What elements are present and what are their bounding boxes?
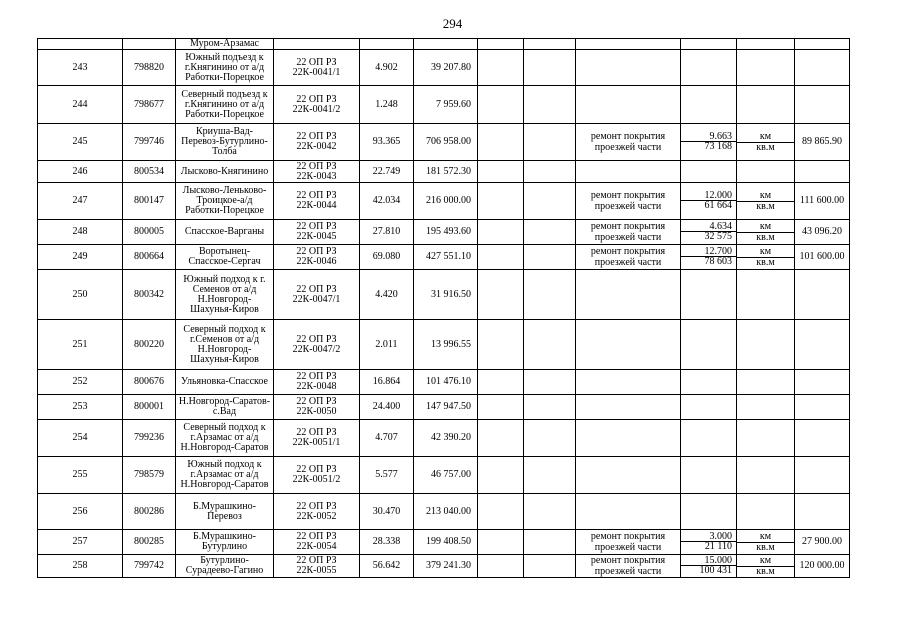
cell-code: 22 ОП РЗ 22К-0048 [274,370,360,395]
cell-sum: 111 600.00 [795,183,850,220]
cell-cost: 46 757.00 [414,457,478,494]
cell-qty [681,86,737,124]
cell-len: 24.400 [360,395,414,420]
cell-name: Лысково-Княгинино [176,161,274,183]
cell-empty [524,530,576,555]
cell-cost: 101 476.10 [414,370,478,395]
cell-n: 244 [38,86,123,124]
cell-n: 256 [38,494,123,530]
cell-name: Южный подход к г.Арзамас от а/д Н.Новгород-Саратов [176,457,274,494]
cell-work: ремонт покрытия проезжей части [576,124,681,161]
cell-work [576,270,681,320]
cell-empty [524,370,576,395]
table-row [38,220,850,245]
cell-sum [795,86,850,124]
qty-km: 3.000 [681,532,736,542]
cell-empty [478,86,524,124]
cell-cost: 13 996.55 [414,320,478,370]
cell-empty [478,320,524,370]
cell-id: 798579 [123,457,176,494]
cell-cost: 379 241.30 [414,555,478,578]
cell-id: 799236 [123,420,176,457]
cell-unit [737,161,795,183]
cell-sum [795,494,850,530]
cell-unit [737,370,795,395]
table-row [38,124,850,161]
qty-km: 15.000 [681,556,736,566]
cell-qty [681,39,737,50]
qty-sqm: 21 110 [704,541,732,552]
cell-empty [524,220,576,245]
qty-sqm: 73 168 [704,141,732,152]
continuation-row [38,39,850,50]
cell-code: 22 ОП РЗ 22К-0051/2 [274,457,360,494]
cell-cost: 195 493.60 [414,220,478,245]
cell-unit [737,183,795,220]
cell-n: 246 [38,161,123,183]
cell-sum [795,50,850,86]
cell-code: 22 ОП РЗ 22К-0041/1 [274,50,360,86]
cell-qty [681,183,737,220]
cell-work [576,86,681,124]
cell-qty [681,457,737,494]
cell-n: 254 [38,420,123,457]
cell-empty [524,124,576,161]
cell-work: ремонт покрытия проезжей части [576,530,681,555]
cell-code: 22 ОП РЗ 22К-0044 [274,183,360,220]
cell-sum [795,370,850,395]
cell-qty [681,50,737,86]
cell-n: 245 [38,124,123,161]
cell-empty [478,370,524,395]
cell-cost: 199 408.50 [414,530,478,555]
qty-km: 12.000 [681,191,736,201]
cell-code: 22 ОП РЗ 22К-0051/1 [274,420,360,457]
table-row [38,161,850,183]
cell-n: 257 [38,530,123,555]
cell-cost: 7 959.60 [414,86,478,124]
cell-n: 248 [38,220,123,245]
cell-id: 800285 [123,530,176,555]
cell-qty [681,220,737,245]
cell-work [576,420,681,457]
cell-work [576,395,681,420]
table-row [38,494,850,530]
cell-name: Северный подход к г.Арзамас от а/д Н.Новгород-Саратов [176,420,274,457]
cell-name: Бутурлино-Сурадеево-Гагино [176,555,274,578]
cell-id: 798820 [123,50,176,86]
cell-len: 5.577 [360,457,414,494]
cell-len: 4.902 [360,50,414,86]
cell-empty [524,183,576,220]
cell-id: 800220 [123,320,176,370]
cell-cost: 39 207.80 [414,50,478,86]
cell-n: 250 [38,270,123,320]
cell-sum: 89 865.90 [795,124,850,161]
qty-km: 9.663 [681,132,736,142]
cell-n: 243 [38,50,123,86]
cell-len: 69.080 [360,245,414,270]
cell-unit [737,395,795,420]
cell-id: 798677 [123,86,176,124]
qty-km: 4.634 [681,222,736,232]
cell-name: Южный подъезд к г.Княгинино от а/д Работки-Порецкое [176,50,274,86]
cell-unit [737,555,795,578]
cell-cost [414,39,478,50]
cell-len: 27.810 [360,220,414,245]
table-body [38,39,850,578]
cell-n: 251 [38,320,123,370]
cell-empty [524,555,576,578]
cell-unit [737,320,795,370]
cell-code: 22 ОП РЗ 22К-0055 [274,555,360,578]
cell-len: 42.034 [360,183,414,220]
cell-empty [478,420,524,457]
cell-sum [795,270,850,320]
cell-code: 22 ОП РЗ 22К-0045 [274,220,360,245]
cell-empty [524,494,576,530]
cell-name: Криуша-Вад-Перевоз-Бутурлино-Толба [176,124,274,161]
cell-cost: 42 390.20 [414,420,478,457]
cell-unit [737,457,795,494]
cell-name: Н.Новгород-Саратов-с.Вад [176,395,274,420]
cell-len [360,39,414,50]
cell-sum: 101 600.00 [795,245,850,270]
cell-cost: 31 916.50 [414,270,478,320]
cell-work: ремонт покрытия проезжей части [576,183,681,220]
cell-qty [681,555,737,578]
cell-empty [524,420,576,457]
table-row [38,183,850,220]
cell-qty [681,245,737,270]
cell-qty [681,420,737,457]
cell-work [576,39,681,50]
cell-sum [795,320,850,370]
cell-len: 4.707 [360,420,414,457]
cell-n: 252 [38,370,123,395]
cell-empty [524,395,576,420]
cell-unit [737,530,795,555]
cell-sum [795,457,850,494]
cell-sum [795,161,850,183]
cell-name: Северный подъезд к г.Княгинино от а/д Работки-Порецкое [176,86,274,124]
cell-code: 22 ОП РЗ 22К-0052 [274,494,360,530]
cell-cost: 706 958.00 [414,124,478,161]
page-number: 294 [442,16,463,31]
cell-unit [737,50,795,86]
cell-unit [737,220,795,245]
cell-code: 22 ОП РЗ 22К-0046 [274,245,360,270]
cell-empty [478,494,524,530]
cell-code: 22 ОП РЗ 22К-0043 [274,161,360,183]
cell-empty [478,50,524,86]
cell-work [576,50,681,86]
cell-qty [681,395,737,420]
cell-qty [681,494,737,530]
cell-empty [478,39,524,50]
cell-work [576,161,681,183]
cell-work [576,320,681,370]
cell-code: 22 ОП РЗ 22К-0047/2 [274,320,360,370]
cell-qty [681,124,737,161]
cell-id: 800005 [123,220,176,245]
cell-qty [681,161,737,183]
cell-name: Северный подход к г.Семенов от а/д Н.Новгород-Шахунья-Киров [176,320,274,370]
cell-work [576,457,681,494]
unit-km: км [737,132,794,143]
cell-code [274,39,360,50]
cell-id: 799746 [123,124,176,161]
qty-km: 12.700 [681,247,736,257]
qty-sqm: 61 664 [704,200,732,211]
cell-id: 800534 [123,161,176,183]
cell-empty [478,220,524,245]
cell-unit [737,86,795,124]
table-row [38,395,850,420]
unit-sqm: кв.м [756,256,775,268]
cell-id: 800286 [123,494,176,530]
cell-id: 800664 [123,245,176,270]
cell-len: 4.420 [360,270,414,320]
cell-qty [681,530,737,555]
cell-unit [737,245,795,270]
cell-work [576,494,681,530]
cell-empty [478,530,524,555]
cell-name: Спасское-Варганы [176,220,274,245]
cell-n: 253 [38,395,123,420]
cell-id: 800147 [123,183,176,220]
cell-n: 255 [38,457,123,494]
cell-id: 800342 [123,270,176,320]
cell-empty [524,457,576,494]
cell-empty [524,50,576,86]
unit-km: км [737,532,794,543]
cell-len: 1.248 [360,86,414,124]
cell-cost: 181 572.30 [414,161,478,183]
cell-sum: 43 096.20 [795,220,850,245]
cell-sum [795,39,850,50]
cell-len: 22.749 [360,161,414,183]
cell-name: Ульяновка-Спасское [176,370,274,395]
cell-qty [681,320,737,370]
cell-unit [737,39,795,50]
cell-n: 247 [38,183,123,220]
cell-empty [478,161,524,183]
cell-empty [524,39,576,50]
cell-code: 22 ОП РЗ 22К-0041/2 [274,86,360,124]
cell-unit [737,270,795,320]
cell-empty [478,457,524,494]
cell-empty [524,270,576,320]
table-row [38,530,850,555]
table-row [38,420,850,457]
cell-qty [681,370,737,395]
cell-work: ремонт покрытия проезжей части [576,555,681,578]
roads-table [37,38,850,578]
cell-name: Б.Мурашкино-Перевоз [176,494,274,530]
cell-len: 16.864 [360,370,414,395]
table-row [38,320,850,370]
cell-empty [524,320,576,370]
qty-sqm: 32 575 [704,231,732,242]
cell-empty [478,124,524,161]
unit-km: км [737,556,794,567]
unit-km: км [737,222,794,233]
cell-name: Муром-Арзамас [176,39,274,50]
cell-n [38,39,123,50]
unit-km: км [737,191,794,202]
cell-unit [737,494,795,530]
cell-id: 799742 [123,555,176,578]
cell-sum: 120 000.00 [795,555,850,578]
qty-sqm: 78 603 [704,256,732,267]
cell-code: 22 ОП РЗ 22К-0042 [274,124,360,161]
cell-id: 800676 [123,370,176,395]
cell-len: 28.338 [360,530,414,555]
cell-empty [478,183,524,220]
unit-sqm: кв.м [756,200,775,212]
cell-sum [795,395,850,420]
unit-sqm: кв.м [756,565,775,577]
qty-sqm: 100 431 [699,565,732,576]
cell-sum: 27 900.00 [795,530,850,555]
cell-qty [681,270,737,320]
cell-id [123,39,176,50]
cell-code: 22 ОП РЗ 22К-0047/1 [274,270,360,320]
cell-code: 22 ОП РЗ 22К-0050 [274,395,360,420]
cell-unit [737,420,795,457]
cell-len: 2.011 [360,320,414,370]
cell-empty [524,86,576,124]
cell-len: 93.365 [360,124,414,161]
unit-km: км [737,247,794,258]
cell-empty [478,555,524,578]
cell-empty [478,270,524,320]
cell-work: ремонт покрытия проезжей части [576,245,681,270]
table-row [38,370,850,395]
table-row [38,50,850,86]
table-row [38,555,850,578]
table-row [38,245,850,270]
cell-sum [795,420,850,457]
table-row [38,270,850,320]
cell-n: 249 [38,245,123,270]
cell-name: Б.Мурашкино-Бутурлино [176,530,274,555]
unit-sqm: кв.м [756,141,775,153]
cell-n: 258 [38,555,123,578]
cell-cost: 427 551.10 [414,245,478,270]
cell-unit [737,124,795,161]
cell-name: Южный подход к г. Семенов от а/д Н.Новгород-Шахунья-Киров [176,270,274,320]
cell-work [576,370,681,395]
cell-code: 22 ОП РЗ 22К-0054 [274,530,360,555]
cell-empty [478,245,524,270]
unit-sqm: кв.м [756,541,775,553]
cell-len: 56.642 [360,555,414,578]
cell-name: Лысково-Леньково-Троицкое-а/д Работки-Порецкое [176,183,274,220]
cell-cost: 213 040.00 [414,494,478,530]
cell-empty [524,161,576,183]
cell-work: ремонт покрытия проезжей части [576,220,681,245]
cell-empty [524,245,576,270]
cell-cost: 147 947.50 [414,395,478,420]
cell-name: Воротынец-Спасское-Сергач [176,245,274,270]
table-row [38,457,850,494]
table-row [38,86,850,124]
cell-id: 800001 [123,395,176,420]
cell-empty [478,395,524,420]
unit-sqm: кв.м [756,231,775,243]
cell-len: 30.470 [360,494,414,530]
cell-cost: 216 000.00 [414,183,478,220]
